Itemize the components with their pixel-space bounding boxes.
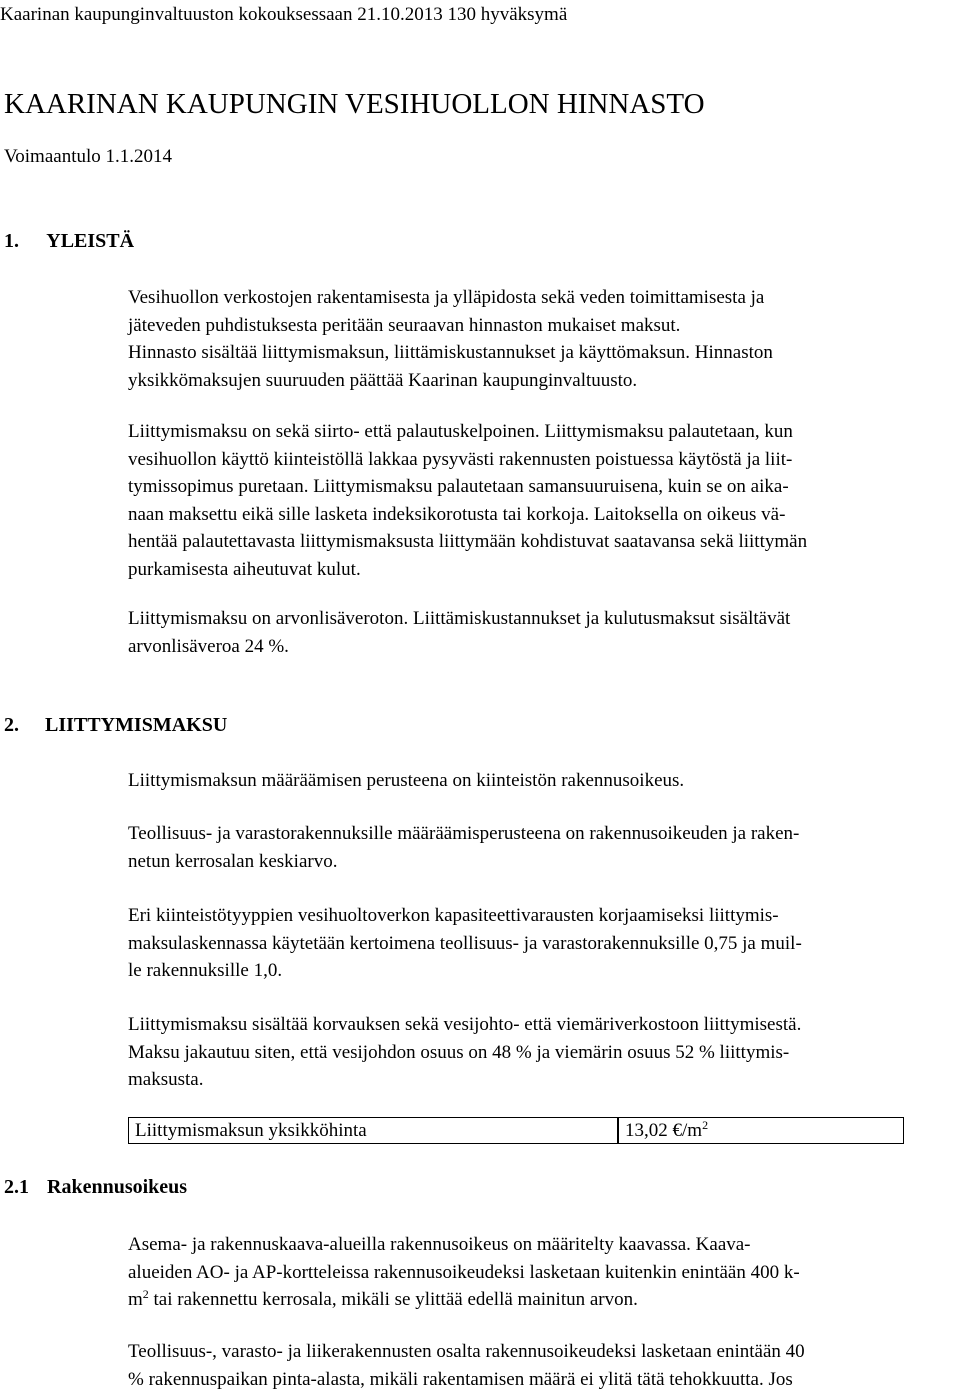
unit-price-label: Liittymismaksun yksikköhinta [135, 1120, 367, 1142]
unit-price-table [128, 1117, 904, 1144]
section-1-heading [4, 230, 134, 252]
text-line: Liittymismaksu on arvonlisäveroton. Liittämiskustannukset ja kulutusmaksut sisältävät [128, 605, 790, 633]
text-line: Liittymismaksu on sekä siirto- että palautuskelpoinen. Liittymismaksu palautetaan, kun [128, 418, 807, 446]
paragraph [128, 605, 790, 660]
text-line: hentää palautettavasta liittymismaksusta liittymään kohdistuvat saatavansa sekä liittymän [128, 528, 807, 556]
text-line: Teollisuus- ja varastorakennuksille määräämisperusteena on rakennusoikeuden ja raken- [128, 820, 799, 848]
text-line: Liittymismaksu sisältää korvauksen sekä vesijohto- että viemäriverkostoon liittymisestä. [128, 1011, 801, 1039]
text-line: yksikkömaksujen suuruuden päättää Kaarinan kaupunginvaltuusto. [128, 367, 773, 395]
page-title: KAARINAN KAUPUNGIN VESIHUOLLON HINNASTO [4, 88, 705, 120]
text-line: Maksu jakautuu siten, että vesijohdon osuus on 48 % ja viemärin osuus 52 % liittymis- [128, 1039, 801, 1067]
section-title: Rakennusoikeus [47, 1176, 187, 1198]
text-line: vesihuollon käyttö kiinteistöllä lakkaa pysyvästi rakennusten poistuessa käytöstä ja liit- [128, 446, 807, 474]
text-line: purkamisesta aiheutuvat kulut. [128, 556, 807, 584]
text-line: maksusta. [128, 1066, 801, 1094]
text-line: maksulaskennassa käytetään kertoimena teollisuus- ja varastorakennuksille 0,75 ja muil- [128, 930, 802, 958]
paragraph [128, 284, 773, 394]
section-number: 1. [4, 230, 19, 252]
paragraph [128, 767, 684, 795]
text-line: Vesihuollon verkostojen rakentamisesta ja ylläpidosta sekä veden toimittamisesta ja [128, 284, 773, 312]
text-line: tymissopimus puretaan. Liittymismaksu palautetaan samansuuruisena, kuin se on aika- [128, 473, 807, 501]
unit-price-amount: 13,02 €/m [625, 1120, 702, 1141]
text-line: jäteveden puhdistuksesta peritään seuraavan hinnaston mukaiset maksut. [128, 312, 773, 340]
paragraph [128, 1011, 801, 1094]
text-line: le rakennuksille 1,0. [128, 957, 802, 985]
text-line: % rakennuspaikan pinta-alasta, mikäli rakentamisen määrä ei ylitä tätä tehokkuutta. Jos [128, 1366, 805, 1393]
superscript: 2 [143, 1287, 149, 1301]
table-divider [617, 1118, 619, 1143]
text-line: alueiden AO- ja AP-kortteleissa rakennusoikeudeksi lasketaan kuitenkin enintään 400 k- [128, 1259, 800, 1287]
section-number: 2. [4, 714, 19, 736]
section-title: YLEISTÄ [46, 230, 134, 252]
paragraph [128, 1231, 800, 1314]
text-line: Hinnasto sisältää liittymismaksun, liittämiskustannukset ja käyttömaksun. Hinnaston [128, 339, 773, 367]
text-line: Teollisuus-, varasto- ja liikerakennusten osalta rakennusoikeudeksi lasketaan enintään 40 [128, 1338, 805, 1366]
text-line: naan maksettu eikä sille lasketa indeksikorotusta tai korkoja. Laitoksella on oikeus vä- [128, 501, 807, 529]
unit-price-exponent: 2 [702, 1118, 708, 1132]
paragraph [128, 902, 802, 985]
section-number: 2.1 [4, 1176, 29, 1198]
paragraph [128, 1338, 805, 1393]
document-header: Kaarinan kaupunginvaltuuston kokouksessaan 21.10.2013 130 hyväksymä [0, 4, 567, 26]
text-line: netun kerrosalan keskiarvo. [128, 848, 799, 876]
paragraph [128, 820, 799, 875]
effective-date: Voimaantulo 1.1.2014 [4, 146, 172, 168]
text-line [128, 1286, 800, 1314]
section-title: LIITTYMISMAKSU [45, 714, 227, 736]
section-2-heading [4, 714, 227, 736]
text-fragment: m [128, 1289, 143, 1310]
text-line: Eri kiinteistötyyppien vesihuoltoverkon kapasiteettivarausten korjaamiseksi liittymis- [128, 902, 802, 930]
section-2-1-heading [4, 1176, 187, 1198]
text-line: arvonlisäveroa 24 %. [128, 633, 790, 661]
unit-price-value [625, 1120, 708, 1142]
text-line: Asema- ja rakennuskaava-alueilla rakennusoikeus on määritelty kaavassa. Kaava- [128, 1231, 800, 1259]
text-fragment: tai rakennettu kerrosala, mikäli se ylittää edellä mainitun arvon. [149, 1289, 638, 1310]
text-line: Liittymismaksun määräämisen perusteena on kiinteistön rakennusoikeus. [128, 767, 684, 795]
paragraph [128, 418, 807, 583]
